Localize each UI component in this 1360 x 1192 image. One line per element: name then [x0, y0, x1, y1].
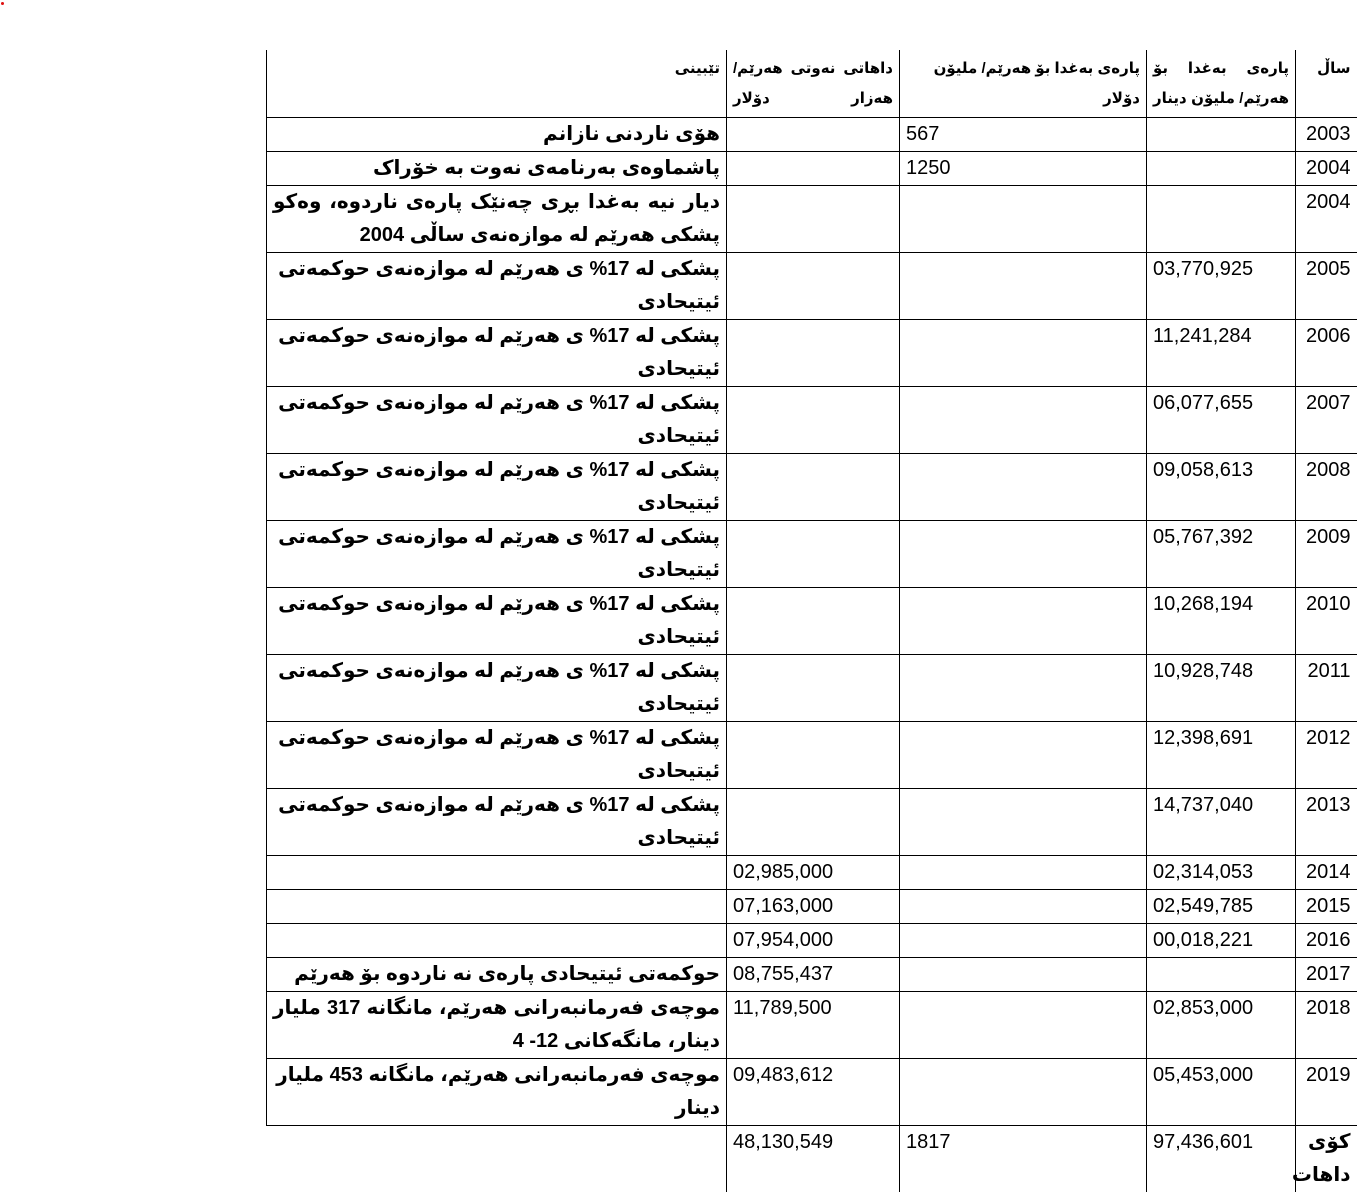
table-row [267, 117, 1357, 151]
oil-income-cell [727, 654, 900, 721]
table-row [267, 721, 1357, 788]
table-row [267, 319, 1357, 386]
table-row [267, 788, 1357, 855]
baghdad-iqd-cell: 06,077,655 [1147, 386, 1296, 453]
baghdad-usd-cell: 567 [900, 117, 1147, 151]
note-cell: دیار نیە بەغدا بڕی چەنێک پارەی ناردوە، وەکو پشکی هەرێم لە موازەنەی ساڵی 2004 [267, 185, 727, 252]
total-oil-income: 48,130,549 [727, 1125, 900, 1192]
year-cell: 2010 [1296, 587, 1357, 654]
year-cell: 2004 [1296, 185, 1357, 252]
header-year: ساڵ [1296, 50, 1357, 117]
baghdad-usd-cell [900, 453, 1147, 520]
year-cell: 2005 [1296, 252, 1357, 319]
table-row [267, 923, 1357, 957]
baghdad-usd-cell [900, 991, 1147, 1058]
note-cell: پشکی لە 17% ی هەرێم لە موازەنەی حوکمەتی ئیتیحادی [267, 319, 727, 386]
red-dot-marker [1, 2, 4, 5]
baghdad-iqd-cell: 02,314,053 [1147, 855, 1296, 889]
table-row [267, 855, 1357, 889]
baghdad-iqd-cell: 00,018,221 [1147, 923, 1296, 957]
oil-income-cell: 08,755,437 [727, 957, 900, 991]
baghdad-iqd-cell: 11,241,284 [1147, 319, 1296, 386]
oil-income-cell [727, 587, 900, 654]
year-cell: 2008 [1296, 453, 1357, 520]
baghdad-iqd-cell [1147, 957, 1296, 991]
header-baghdad-usd: پارەی بەغدا بۆ هەرێم/ ملیۆن دۆلار [900, 50, 1147, 117]
table-row [267, 1058, 1357, 1125]
baghdad-iqd-cell [1147, 117, 1296, 151]
year-cell: 2007 [1296, 386, 1357, 453]
oil-income-cell [727, 520, 900, 587]
year-cell: 2006 [1296, 319, 1357, 386]
table-row [267, 991, 1357, 1058]
year-cell: 2015 [1296, 889, 1357, 923]
year-cell: 2004 [1296, 151, 1357, 185]
baghdad-iqd-cell: 03,770,925 [1147, 252, 1296, 319]
year-cell: 2018 [1296, 991, 1357, 1058]
note-cell: پاشماوەی بەرنامەی نەوت بە خۆراک [267, 151, 727, 185]
year-cell: 2014 [1296, 855, 1357, 889]
oil-income-cell [727, 319, 900, 386]
baghdad-usd-cell [900, 855, 1147, 889]
header-oil-income: داهاتی نەوتی هەرێم/ هەزار دۆلار [727, 50, 900, 117]
oil-income-cell [727, 453, 900, 520]
oil-income-cell [727, 721, 900, 788]
baghdad-iqd-cell [1147, 185, 1296, 252]
baghdad-usd-cell [900, 923, 1147, 957]
baghdad-iqd-cell: 05,767,392 [1147, 520, 1296, 587]
note-cell: هۆی ناردنی نازانم [267, 117, 727, 151]
year-cell: 2013 [1296, 788, 1357, 855]
table-row [267, 453, 1357, 520]
note-cell: حوکمەتی ئیتیحادی پارەی نە ناردوە بۆ هەرێم [267, 957, 727, 991]
total-label: کۆی داهات [1296, 1125, 1357, 1192]
total-baghdad-iqd: 97,436,601 [1147, 1125, 1296, 1192]
note-cell [267, 923, 727, 957]
year-cell: 2017 [1296, 957, 1357, 991]
year-cell: 2016 [1296, 923, 1357, 957]
baghdad-usd-cell [900, 1058, 1147, 1125]
baghdad-iqd-cell: 10,268,194 [1147, 587, 1296, 654]
table-row [267, 386, 1357, 453]
oil-income-cell [727, 788, 900, 855]
baghdad-usd-cell [900, 889, 1147, 923]
note-cell: پشکی لە 17% ی هەرێم لە موازەنەی حوکمەتی ئیتیحادی [267, 654, 727, 721]
baghdad-usd-cell [900, 520, 1147, 587]
baghdad-usd-cell [900, 386, 1147, 453]
baghdad-usd-cell [900, 185, 1147, 252]
table-row [267, 654, 1357, 721]
header-note: تێبینی [267, 50, 727, 117]
header-baghdad-iqd: پارەی بەغدا بۆ هەرێم/ ملیۆن دینار [1147, 50, 1296, 117]
header-row [267, 50, 1357, 117]
oil-income-cell: 09,483,612 [727, 1058, 900, 1125]
oil-income-cell: 02,985,000 [727, 855, 900, 889]
oil-income-cell: 11,789,500 [727, 991, 900, 1058]
table-row [267, 957, 1357, 991]
note-cell: موچەی فەرمانبەرانی هەرێم، مانگانە 453 ملیار دینار [267, 1058, 727, 1125]
table-row [267, 185, 1357, 252]
baghdad-iqd-cell: 14,737,040 [1147, 788, 1296, 855]
oil-income-cell [727, 386, 900, 453]
table-body [267, 117, 1357, 1192]
baghdad-iqd-cell: 02,853,000 [1147, 991, 1296, 1058]
baghdad-iqd-cell: 12,398,691 [1147, 721, 1296, 788]
oil-income-cell [727, 117, 900, 151]
year-cell: 2003 [1296, 117, 1357, 151]
note-cell: پشکی لە 17% ی هەرێم لە موازەنەی حوکمەتی ئیتیحادی [267, 252, 727, 319]
oil-income-cell [727, 151, 900, 185]
note-cell: پشکی لە 17% ی هەرێم لە موازەنەی حوکمەتی ئیتیحادی [267, 788, 727, 855]
year-cell: 2009 [1296, 520, 1357, 587]
note-cell: پشکی لە 17% ی هەرێم لە موازەنەی حوکمەتی ئیتیحادی [267, 721, 727, 788]
table-row [267, 151, 1357, 185]
baghdad-usd-cell [900, 957, 1147, 991]
table-header [267, 50, 1357, 117]
note-cell [267, 855, 727, 889]
year-cell: 2019 [1296, 1058, 1357, 1125]
baghdad-iqd-cell [1147, 151, 1296, 185]
baghdad-usd-cell [900, 587, 1147, 654]
baghdad-iqd-cell: 02,549,785 [1147, 889, 1296, 923]
note-cell: پشکی لە 17% ی هەرێم لە موازەنەی حوکمەتی ئیتیحادی [267, 520, 727, 587]
baghdad-usd-cell: 1250 [900, 151, 1147, 185]
total-note-cell [267, 1125, 727, 1192]
total-baghdad-usd: 1817 [900, 1125, 1147, 1192]
baghdad-usd-cell [900, 721, 1147, 788]
baghdad-usd-cell [900, 252, 1147, 319]
oil-income-cell: 07,163,000 [727, 889, 900, 923]
note-cell: موچەی فەرمانبەرانی هەرێم، مانگانە 317 ملیار دینار، مانگەکانی 12- 4 [267, 991, 727, 1058]
year-cell: 2011 [1296, 654, 1357, 721]
baghdad-usd-cell [900, 319, 1147, 386]
oil-income-cell: 07,954,000 [727, 923, 900, 957]
budget-table [266, 50, 1357, 1192]
total-row [267, 1125, 1357, 1192]
oil-income-cell [727, 185, 900, 252]
note-cell [267, 889, 727, 923]
table-row [267, 889, 1357, 923]
oil-income-cell [727, 252, 900, 319]
baghdad-iqd-cell: 09,058,613 [1147, 453, 1296, 520]
baghdad-iqd-cell: 10,928,748 [1147, 654, 1296, 721]
note-cell: پشکی لە 17% ی هەرێم لە موازەنەی حوکمەتی ئیتیحادی [267, 386, 727, 453]
note-cell: پشکی لە 17% ی هەرێم لە موازەنەی حوکمەتی ئیتیحادی [267, 587, 727, 654]
baghdad-usd-cell [900, 788, 1147, 855]
baghdad-iqd-cell: 05,453,000 [1147, 1058, 1296, 1125]
note-cell: پشکی لە 17% ی هەرێم لە موازەنەی حوکمەتی ئیتیحادی [267, 453, 727, 520]
table-row [267, 520, 1357, 587]
table-row [267, 587, 1357, 654]
table-row [267, 252, 1357, 319]
baghdad-usd-cell [900, 654, 1147, 721]
year-cell: 2012 [1296, 721, 1357, 788]
